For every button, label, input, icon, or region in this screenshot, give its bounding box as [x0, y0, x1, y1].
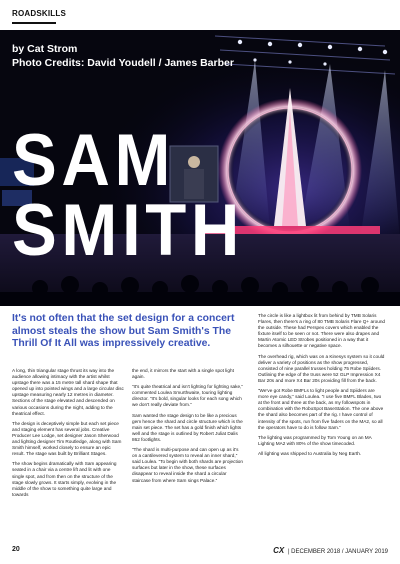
cx-logo: CX: [273, 546, 285, 555]
byline: [12, 42, 234, 70]
body-column-1: [12, 368, 124, 502]
section-label: ROADSKILLS: [12, 9, 66, 18]
paragraph: “The shard is multi-purpose and can open up as it's on a cantilevered system to reveal an inner shard,” said Loulea. “To begin with both shards are projection surfaces but later in the show, these surfaces disappear to reveal inside the shard a circular staircase from where Sam sings Palace.”: [132, 447, 244, 483]
section-rule: [12, 22, 56, 24]
page-footer: [0, 540, 400, 564]
body-column-2: [132, 368, 244, 488]
paragraph: All lighting was shipped to Australia by Neg Earth.: [258, 450, 362, 456]
author-line: by Cat Strom: [12, 43, 78, 55]
headline: [12, 120, 244, 271]
paragraph: “It's quite theatrical and isn't lighting for lighting sake,” commented Loulea Smurthwaite, touring lighting director. “It's bold, singular looks for each song which we don't really deviate from.”: [132, 384, 243, 408]
paragraph: The show begins dramatically with Sam appearing seated in a chair via a centre lift and lit with one single spot, and from then on the structure of the stage slowly grows. It starts simply, evolving in the middle of the show to something quite large and towards: [12, 461, 117, 497]
photo-credits: Photo Credits: David Youdell / James Barber: [12, 57, 234, 69]
section-header: [0, 0, 400, 30]
issue-info: [273, 546, 388, 555]
paragraph: The overhead rig, which was on a Kinesys system so it could deliver a variety of positions as the show progressed, consisted of nine parallel trusses holding 75 Robe Spiiders. Outlining the edge of the truss were 52 GLP Impression X4 Bar 20s and more X4 Bar 20s providing fill from the back.: [258, 353, 385, 383]
headline-line-1: SAM: [12, 120, 176, 201]
paragraph: “We've got Robe BMFLs to light people and Spiiders are more eye candy,” said Loulea. “I use five BMFL Blades, two at the front and three at the back, as my followspots in combination with the RoboSpot BaseStation. The one above the shard also becomes part of the rig. I have control of intensity of the spots, run from five faders on the MA2, so all the operators have to do is follow Sam.”: [258, 388, 384, 430]
standfirst: It's not often that the set design for a concert almost steals the show but Sam Smith's The Thrill Of It All was impressively creative.: [12, 313, 235, 349]
paragraph: A long, thin triangular stage thrust its way into the audience allowing intimacy with the artist whilst upstage there was a 15 metre tall shard shape that opened up into pointed wings and a large circular disc upstage measuring nearly 12 metres in diameter. Sections of the stage elevated and descended on various occasions during the night, adding to the theatrical effect.: [12, 368, 124, 416]
body-column-3: [258, 313, 386, 461]
paragraph: The lighting was programmed by Tom Young on an MA Lighting MA2 with 80% of the show timecoded.: [258, 434, 372, 446]
issue-date: | DECEMBER 2018 / JANUARY 2019: [287, 549, 388, 555]
paragraph: Sam wanted the stage design to be like a precious gem hence the shard and circle structure which is the main set piece. The set has a gold finish which lights well and the stage is outlined by Robert Juliat Dalis 862 footlights.: [132, 412, 243, 442]
page-number: 20: [12, 546, 20, 553]
paragraph: the end, it mirrors the start with a single spot light again.: [132, 368, 234, 380]
headline-line-2: SMITH: [12, 190, 244, 271]
paragraph: The design is deceptively simple but each set piece and staging element has several jobs. Creative Producer Lee Lodge, set designer Jason Sherwood and lighting designer Tim Routledge, along with Sam Smith himself, worked closely to ensure an epic result. The stage was built by Brilliant Stages.: [12, 420, 122, 457]
paragraph: The circle is like a lightbox lit from behind by TMB Solaris Flares, then there's a ring of 80 TMB Solaris Flare Q+ around the outside. These had Perspex covers which enabled the fixture itself to be seen or not. There were also drapes and Martin Atomic LED Strobes positioned in a way that it becomes a silhouette or negative space.: [258, 313, 386, 349]
